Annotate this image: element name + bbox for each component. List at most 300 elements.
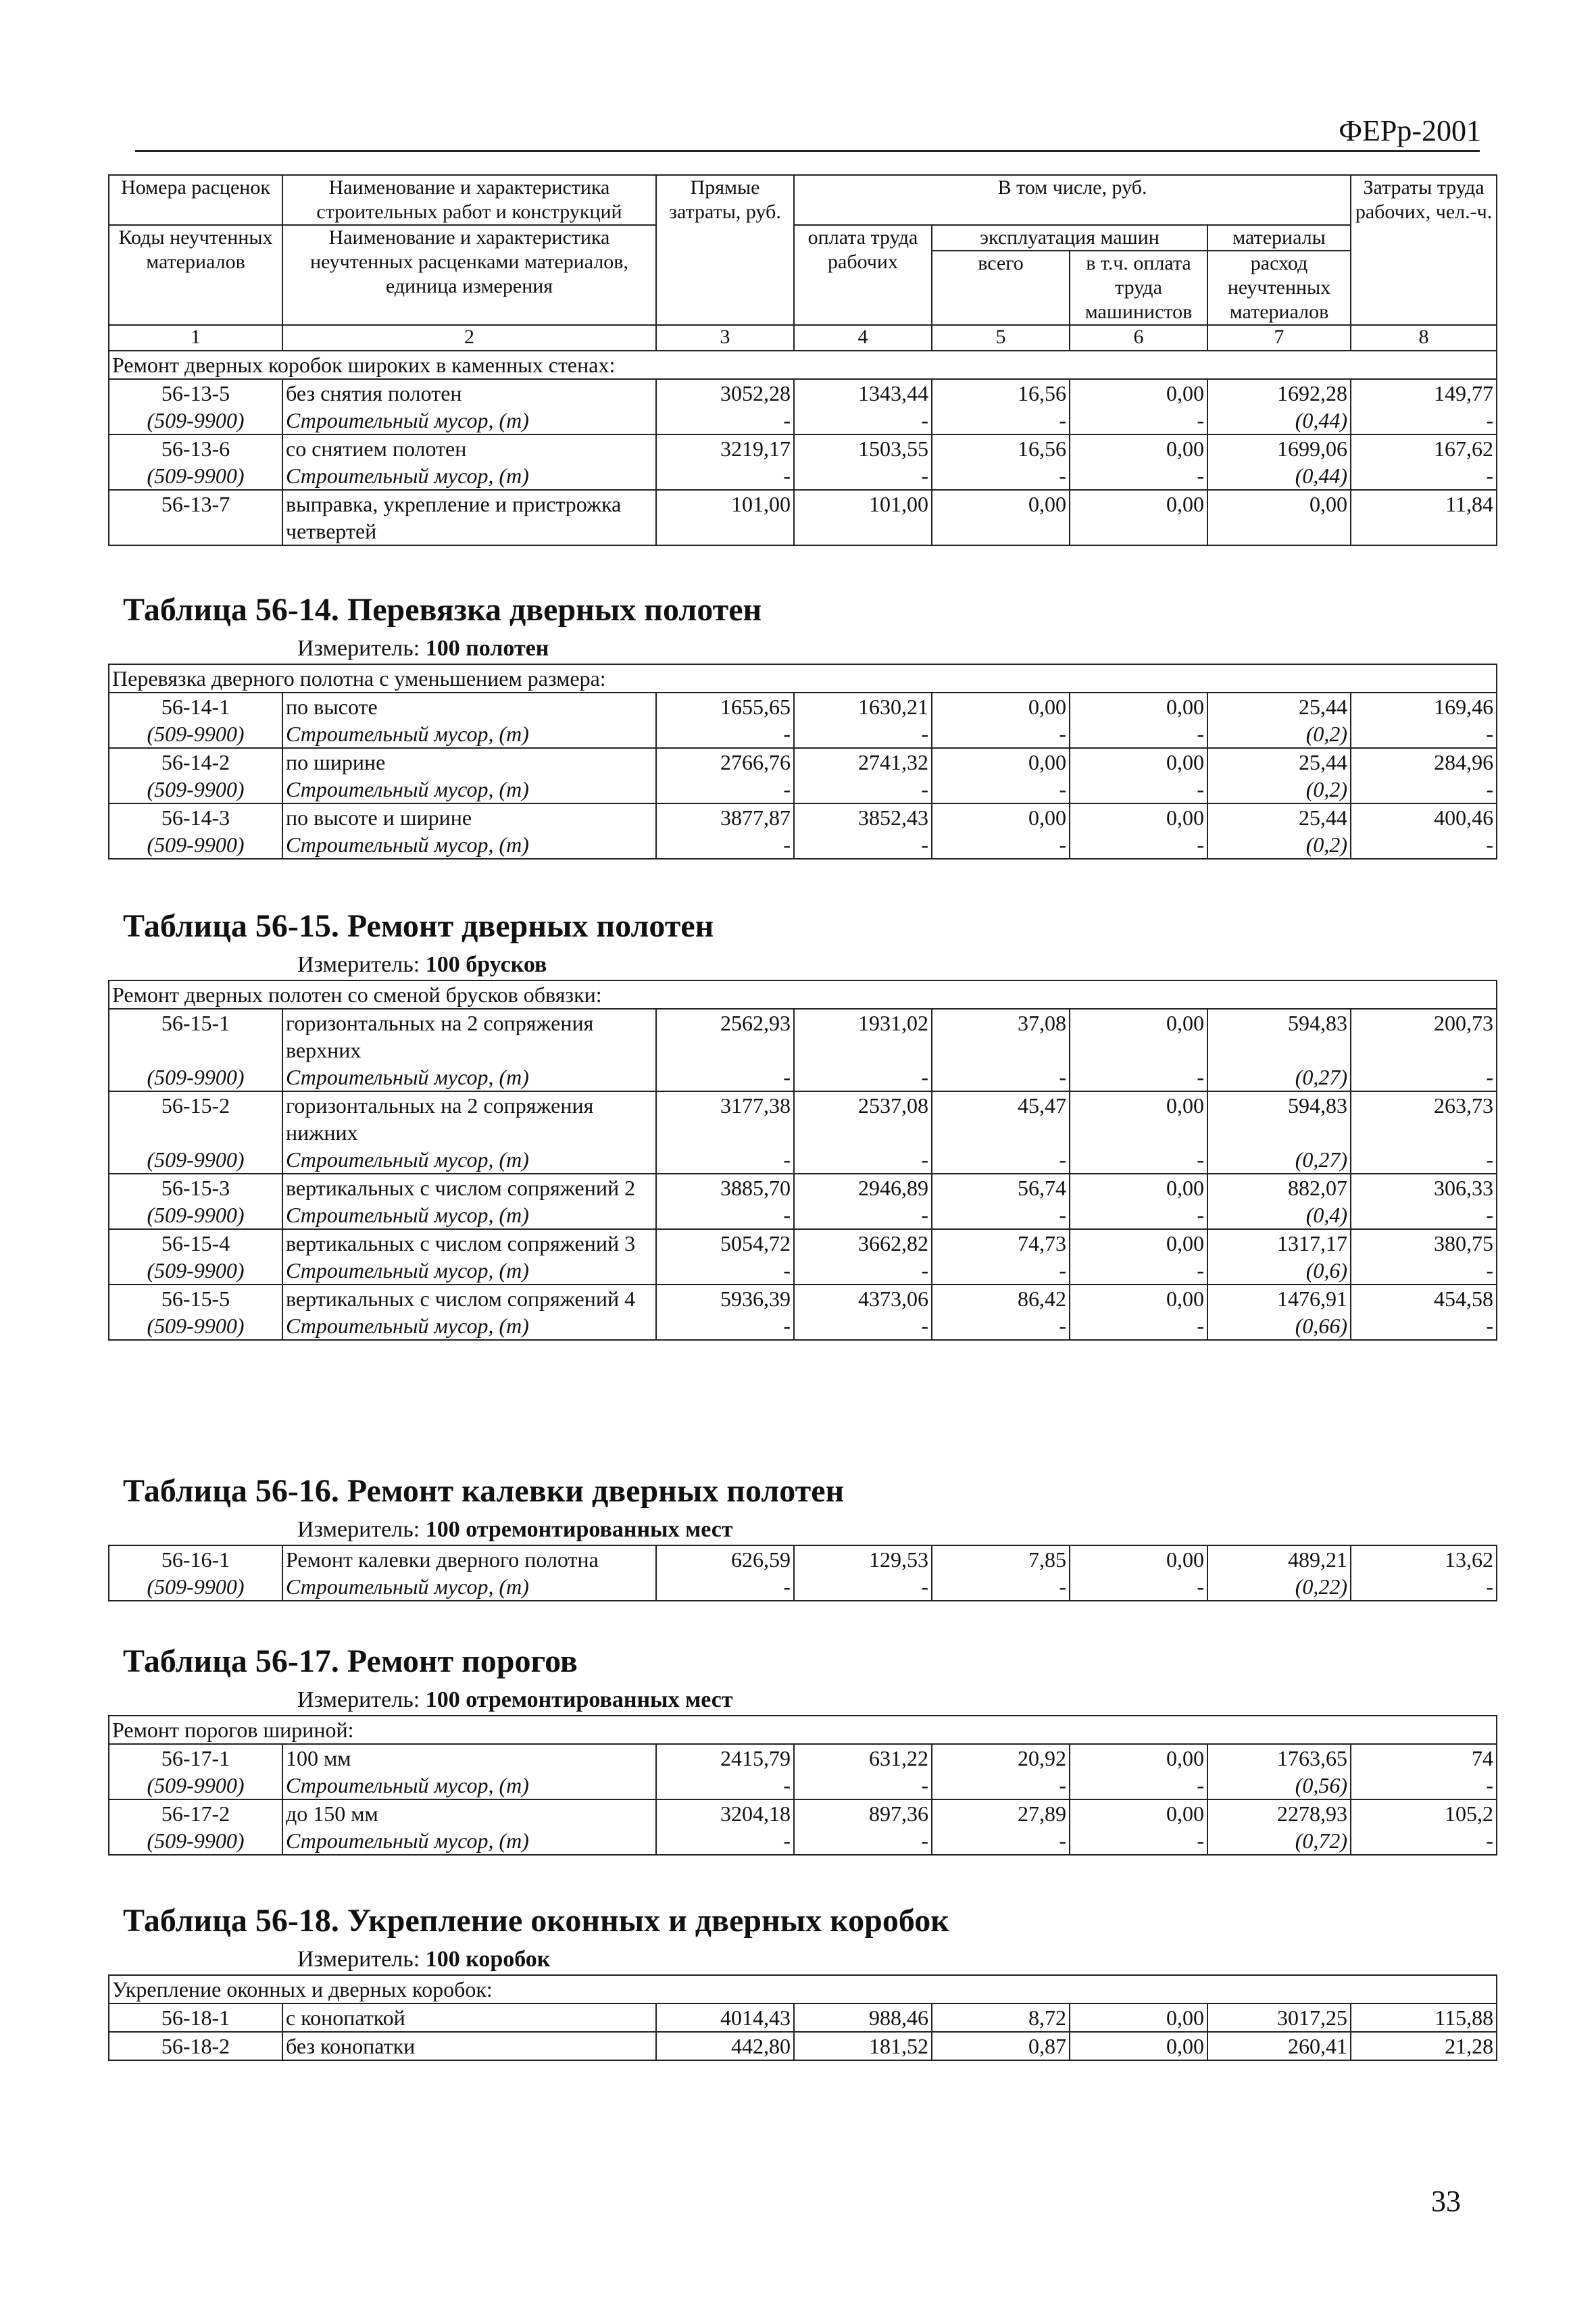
material-row [109, 1573, 1497, 1601]
column-number: 5 [932, 325, 1070, 351]
labor-hours: 380,75 [1351, 1229, 1497, 1257]
dash-cell: - [1070, 407, 1207, 434]
material-row [109, 1827, 1497, 1855]
materials-cost: 594,83 [1207, 1091, 1351, 1146]
material-code: (509-9900) [109, 1064, 282, 1091]
operators-pay: 0,00 [1070, 2003, 1207, 2032]
dash-cell: - [1070, 1312, 1207, 1340]
rate-code: 56-17-1 [109, 1744, 282, 1772]
work-name: по высоте [282, 693, 656, 720]
dash-cell: - [656, 1772, 794, 1799]
header-material-codes: Коды неучтенных материалов [109, 225, 282, 325]
section-title: Ремонт дверных полотен со сменой брусков обвязки: [109, 980, 1497, 1009]
dash-cell: - [656, 1312, 794, 1340]
column-number: 3 [656, 325, 794, 351]
labor-pay: 631,22 [794, 1744, 932, 1772]
operators-pay: 0,00 [1070, 1799, 1207, 1827]
labor-pay: 3852,43 [794, 803, 932, 831]
machines-total: 7,85 [932, 1545, 1070, 1573]
materials-cost: 882,07 [1207, 1174, 1351, 1201]
labor-hours: 306,33 [1351, 1174, 1497, 1201]
dash-cell: - [932, 1573, 1070, 1601]
table-title: Таблица 56-15. Ремонт дверных полотен [123, 908, 714, 944]
material-name: Строительный мусор, (т) [282, 1146, 656, 1174]
material-quantity: (0,2) [1207, 720, 1351, 748]
work-name: выправка, укрепление и пристрожка четвертей [282, 490, 656, 545]
machines-total: 0,87 [932, 2032, 1070, 2060]
material-code: (509-9900) [109, 1827, 282, 1855]
rate-row [109, 1174, 1497, 1201]
rates-table [108, 980, 1497, 1341]
dash-cell: - [794, 407, 932, 434]
dash-cell: - [932, 776, 1070, 803]
rates-table [108, 174, 1497, 546]
machines-total: 37,08 [932, 1009, 1070, 1064]
work-name: со снятием полотен [282, 434, 656, 462]
materials-cost: 25,44 [1207, 748, 1351, 776]
direct-cost: 3877,87 [656, 803, 794, 831]
work-name: 100 мм [282, 1744, 656, 1772]
material-code: (509-9900) [109, 1312, 282, 1340]
materials-cost: 1699,06 [1207, 434, 1351, 462]
material-name: Строительный мусор, (т) [282, 720, 656, 748]
material-quantity: (0,56) [1207, 1772, 1351, 1799]
operators-pay: 0,00 [1070, 1285, 1207, 1312]
labor-hours: 21,28 [1351, 2032, 1497, 2060]
labor-hours: 167,62 [1351, 434, 1497, 462]
header-material-name: Наименование и характеристика неучтенных расценками материалов, единица измерения [282, 225, 656, 325]
direct-cost: 3177,38 [656, 1091, 794, 1146]
labor-hours: 454,58 [1351, 1285, 1497, 1312]
rate-row [109, 434, 1497, 462]
operators-pay: 0,00 [1070, 379, 1207, 407]
operators-pay: 0,00 [1070, 434, 1207, 462]
section-row [109, 1975, 1497, 2003]
dash-cell: - [1351, 1257, 1497, 1285]
machines-total: 16,56 [932, 434, 1070, 462]
dash-cell: - [1070, 1772, 1207, 1799]
machines-total: 16,56 [932, 379, 1070, 407]
labor-pay: 181,52 [794, 2032, 932, 2060]
dash-cell: - [932, 1064, 1070, 1091]
dash-cell: - [1351, 831, 1497, 859]
material-name: Строительный мусор, (т) [282, 1772, 656, 1799]
labor-pay: 1630,21 [794, 693, 932, 720]
direct-cost: 1655,65 [656, 693, 794, 720]
header-machines: эксплуатация машин [932, 225, 1207, 251]
meter-label: Измеритель: [297, 1517, 420, 1542]
dash-cell: - [1351, 720, 1497, 748]
operators-pay: 0,00 [1070, 803, 1207, 831]
machines-total: 8,72 [932, 2003, 1070, 2032]
materials-cost: 2278,93 [1207, 1799, 1351, 1827]
dash-cell: - [932, 1257, 1070, 1285]
work-name: вертикальных с числом сопряжений 2 [282, 1174, 656, 1201]
header-work-name: Наименование и характеристика строительных работ и конструкций [282, 175, 656, 225]
section-row [109, 1716, 1497, 1744]
operators-pay: 0,00 [1070, 1744, 1207, 1772]
machines-total: 0,00 [932, 803, 1070, 831]
header-including: В том числе, руб. [794, 175, 1351, 225]
dash-cell: - [794, 776, 932, 803]
operators-pay: 0,00 [1070, 1174, 1207, 1201]
section-row [109, 664, 1497, 693]
material-row [109, 407, 1497, 434]
dash-cell: - [1070, 776, 1207, 803]
operators-pay: 0,00 [1070, 693, 1207, 720]
material-code: (509-9900) [109, 720, 282, 748]
material-quantity: (0,2) [1207, 776, 1351, 803]
rate-row [109, 1229, 1497, 1257]
dash-cell: - [932, 720, 1070, 748]
dash-cell: - [932, 462, 1070, 490]
machines-total: 45,47 [932, 1091, 1070, 1146]
dash-cell: - [1070, 831, 1207, 859]
table-56-17 [108, 1638, 1496, 1856]
material-quantity: (0,2) [1207, 831, 1351, 859]
direct-cost: 2415,79 [656, 1744, 794, 1772]
material-row [109, 776, 1497, 803]
dash-cell: - [932, 1146, 1070, 1174]
dash-cell: - [932, 1201, 1070, 1229]
rate-row [109, 379, 1497, 407]
materials-cost: 25,44 [1207, 693, 1351, 720]
rates-table [108, 1545, 1497, 1601]
dash-cell: - [794, 1201, 932, 1229]
material-row [109, 1146, 1497, 1174]
dash-cell: - [794, 1146, 932, 1174]
rate-row [109, 1285, 1497, 1312]
machines-total: 0,00 [932, 748, 1070, 776]
labor-pay: 2537,08 [794, 1091, 932, 1146]
rate-code: 56-14-1 [109, 693, 282, 720]
material-row [109, 831, 1497, 859]
dash-cell: - [1070, 1064, 1207, 1091]
materials-cost: 3017,25 [1207, 2003, 1351, 2032]
rate-code: 56-14-2 [109, 748, 282, 776]
work-name: по ширине [282, 748, 656, 776]
materials-cost: 1476,91 [1207, 1285, 1351, 1312]
work-name: вертикальных с числом сопряжений 3 [282, 1229, 656, 1257]
column-number: 4 [794, 325, 932, 351]
work-name: без конопатки [282, 2032, 656, 2060]
table-title: Таблица 56-18. Укрепление оконных и дверных коробок [123, 1903, 949, 1939]
work-name: по высоте и ширине [282, 803, 656, 831]
work-name: вертикальных с числом сопряжений 4 [282, 1285, 656, 1312]
dash-cell: - [656, 1201, 794, 1229]
operators-pay: 0,00 [1070, 1545, 1207, 1573]
column-number: 8 [1351, 325, 1497, 351]
material-name: Строительный мусор, (т) [282, 1201, 656, 1229]
dash-cell: - [1351, 407, 1497, 434]
rates-table-main [108, 174, 1496, 546]
direct-cost: 101,00 [656, 490, 794, 545]
labor-pay: 4373,06 [794, 1285, 932, 1312]
section-title: Перевязка дверного полотна с уменьшением размера: [109, 664, 1497, 693]
section-title: Укрепление оконных и дверных коробок: [109, 1975, 1497, 2003]
direct-cost: 3219,17 [656, 434, 794, 462]
meter-value: 100 брусков [425, 952, 547, 977]
material-row [109, 720, 1497, 748]
dash-cell: - [932, 407, 1070, 434]
rate-code: 56-13-7 [109, 490, 282, 545]
material-quantity: (0,6) [1207, 1257, 1351, 1285]
material-code: (509-9900) [109, 1146, 282, 1174]
header-labor-pay: оплата труда рабочих [794, 225, 932, 325]
material-name: Строительный мусор, (т) [282, 1312, 656, 1340]
table-56-15 [108, 903, 1496, 1341]
table-meter [108, 634, 1496, 664]
work-name: до 150 мм [282, 1799, 656, 1827]
rates-table [108, 1974, 1497, 2061]
rate-code: 56-15-4 [109, 1229, 282, 1257]
material-row [109, 1772, 1497, 1799]
machines-total: 20,92 [932, 1744, 1070, 1772]
rate-code: 56-13-6 [109, 434, 282, 462]
material-code: (509-9900) [109, 1201, 282, 1229]
material-code: (509-9900) [109, 831, 282, 859]
labor-pay: 1503,55 [794, 434, 932, 462]
dash-cell: - [656, 407, 794, 434]
rate-code: 56-16-1 [109, 1545, 282, 1573]
rate-code: 56-17-2 [109, 1799, 282, 1827]
header-direct-costs: Прямые затраты, руб. [656, 175, 794, 325]
material-quantity: (0,27) [1207, 1064, 1351, 1091]
dash-cell: - [1070, 720, 1207, 748]
header-rule [135, 150, 1480, 152]
labor-pay: 2946,89 [794, 1174, 932, 1201]
table-56-16 [108, 1468, 1496, 1601]
labor-hours: 13,62 [1351, 1545, 1497, 1573]
rate-row [109, 748, 1497, 776]
material-name: Строительный мусор, (т) [282, 407, 656, 434]
dash-cell: - [794, 462, 932, 490]
material-name: Строительный мусор, (т) [282, 776, 656, 803]
dash-cell: - [932, 1312, 1070, 1340]
dash-cell: - [1070, 1201, 1207, 1229]
direct-cost: 3885,70 [656, 1174, 794, 1201]
operators-pay: 0,00 [1070, 1229, 1207, 1257]
work-name: Ремонт калевки дверного полотна [282, 1545, 656, 1573]
rate-code: 56-13-5 [109, 379, 282, 407]
rate-code: 56-15-2 [109, 1091, 282, 1146]
work-name: горизонтальных на 2 сопряжения верхних [282, 1009, 656, 1064]
material-name: Строительный мусор, (т) [282, 1573, 656, 1601]
column-number: 7 [1207, 325, 1351, 351]
section-title: Ремонт дверных коробок широких в каменных стенах: [109, 351, 1497, 379]
dash-cell: - [1070, 1573, 1207, 1601]
header-rate-numbers: Номера расценок [109, 175, 282, 225]
direct-cost: 3204,18 [656, 1799, 794, 1827]
dash-cell: - [656, 831, 794, 859]
operators-pay: 0,00 [1070, 2032, 1207, 2060]
table-56-14 [108, 587, 1496, 860]
dash-cell: - [656, 776, 794, 803]
rate-row [109, 1799, 1497, 1827]
dash-cell: - [794, 1573, 932, 1601]
dash-cell: - [794, 1312, 932, 1340]
dash-cell: - [656, 1146, 794, 1174]
meter-label: Измеритель: [297, 636, 420, 661]
materials-cost: 0,00 [1207, 490, 1351, 545]
dash-cell: - [1351, 776, 1497, 803]
dash-cell: - [1070, 1257, 1207, 1285]
materials-cost: 25,44 [1207, 803, 1351, 831]
materials-cost: 260,41 [1207, 2032, 1351, 2060]
operators-pay: 0,00 [1070, 1091, 1207, 1146]
material-quantity: (0,72) [1207, 1827, 1351, 1855]
rate-row [109, 1545, 1497, 1573]
material-code: (509-9900) [109, 776, 282, 803]
section-title: Ремонт порогов шириной: [109, 1716, 1497, 1744]
labor-hours: 284,96 [1351, 748, 1497, 776]
labor-pay: 2741,32 [794, 748, 932, 776]
rate-code: 56-15-1 [109, 1009, 282, 1064]
dash-cell: - [1351, 462, 1497, 490]
labor-hours: 263,73 [1351, 1091, 1497, 1146]
labor-hours: 169,46 [1351, 693, 1497, 720]
dash-cell: - [1351, 1573, 1497, 1601]
rate-code: 56-15-3 [109, 1174, 282, 1201]
direct-cost: 2766,76 [656, 748, 794, 776]
work-name: без снятия полотен [282, 379, 656, 407]
machines-total: 86,42 [932, 1285, 1070, 1312]
material-name: Строительный мусор, (т) [282, 1827, 656, 1855]
material-row [109, 1064, 1497, 1091]
dash-cell: - [1351, 1772, 1497, 1799]
labor-pay: 897,36 [794, 1799, 932, 1827]
dash-cell: - [794, 720, 932, 748]
material-code: (509-9900) [109, 1772, 282, 1799]
section-row [109, 351, 1497, 379]
meter-value: 100 полотен [425, 636, 549, 661]
rate-row [109, 693, 1497, 720]
direct-cost: 4014,43 [656, 2003, 794, 2032]
direct-cost: 2562,93 [656, 1009, 794, 1064]
table-meter [108, 1515, 1496, 1545]
table-title: Таблица 56-16. Ремонт калевки дверных полотен [123, 1473, 845, 1509]
labor-hours: 105,2 [1351, 1799, 1497, 1827]
machines-total: 0,00 [932, 693, 1070, 720]
dash-cell: - [656, 1827, 794, 1855]
meter-label: Измеритель: [297, 952, 420, 977]
rate-row [109, 490, 1497, 545]
work-name: горизонтальных на 2 сопряжения нижних [282, 1091, 656, 1146]
column-number-row [109, 325, 1497, 351]
rate-code: 56-18-2 [109, 2032, 282, 2060]
dash-cell: - [656, 1064, 794, 1091]
materials-cost: 1692,28 [1207, 379, 1351, 407]
table-meter [108, 950, 1496, 980]
header-materials: материалы [1207, 225, 1351, 251]
dash-cell: - [1351, 1146, 1497, 1174]
table-56-18 [108, 1897, 1496, 2061]
rate-row [109, 803, 1497, 831]
material-name: Строительный мусор, (т) [282, 462, 656, 490]
material-row [109, 1201, 1497, 1229]
dash-cell: - [656, 462, 794, 490]
table-meter [108, 1945, 1496, 1974]
material-quantity: (0,44) [1207, 462, 1351, 490]
material-code: (509-9900) [109, 462, 282, 490]
table-title: Таблица 56-17. Ремонт порогов [123, 1643, 578, 1679]
material-code: (509-9900) [109, 1573, 282, 1601]
dash-cell: - [932, 1772, 1070, 1799]
machines-total: 56,74 [932, 1174, 1070, 1201]
labor-hours: 11,84 [1351, 490, 1497, 545]
direct-cost: 5054,72 [656, 1229, 794, 1257]
labor-pay: 1343,44 [794, 379, 932, 407]
materials-cost: 1763,65 [1207, 1744, 1351, 1772]
header-machines-total: всего [932, 251, 1070, 325]
material-row [109, 1257, 1497, 1285]
material-quantity: (0,44) [1207, 407, 1351, 434]
meter-value: 100 отремонтированных мест [425, 1517, 733, 1542]
rate-code: 56-18-1 [109, 2003, 282, 2032]
meter-label: Измеритель: [297, 1947, 420, 1972]
material-name: Строительный мусор, (т) [282, 1257, 656, 1285]
material-quantity: (0,27) [1207, 1146, 1351, 1174]
dash-cell: - [656, 720, 794, 748]
materials-cost: 594,83 [1207, 1009, 1351, 1064]
labor-hours: 115,88 [1351, 2003, 1497, 2032]
table-title: Таблица 56-14. Перевязка дверных полотен [123, 592, 762, 628]
rate-row [109, 2032, 1497, 2060]
machines-total: 0,00 [932, 490, 1070, 545]
table-meter [108, 1685, 1496, 1715]
dash-cell: - [1351, 1312, 1497, 1340]
labor-pay: 129,53 [794, 1545, 932, 1573]
meter-value: 100 отремонтированных мест [425, 1687, 733, 1712]
machines-total: 27,89 [932, 1799, 1070, 1827]
dash-cell: - [1351, 1827, 1497, 1855]
column-number: 1 [109, 325, 282, 351]
operators-pay: 0,00 [1070, 1009, 1207, 1064]
labor-pay: 988,46 [794, 2003, 932, 2032]
dash-cell: - [1351, 1064, 1497, 1091]
dash-cell: - [932, 1827, 1070, 1855]
section-row [109, 980, 1497, 1009]
material-row [109, 462, 1497, 490]
material-name: Строительный мусор, (т) [282, 831, 656, 859]
dash-cell: - [1070, 1827, 1207, 1855]
dash-cell: - [1070, 1146, 1207, 1174]
header-labor-hours: Затраты труда рабочих, чел.-ч. [1351, 175, 1497, 325]
rate-row [109, 2003, 1497, 2032]
material-quantity: (0,66) [1207, 1312, 1351, 1340]
rate-row [109, 1744, 1497, 1772]
dash-cell: - [794, 1772, 932, 1799]
labor-hours: 400,46 [1351, 803, 1497, 831]
material-code: (509-9900) [109, 407, 282, 434]
document-code: ФЕРр-2001 [1339, 114, 1481, 147]
header-material-consumption: расход неучтенных материалов [1207, 251, 1351, 325]
column-number: 2 [282, 325, 656, 351]
material-quantity: (0,4) [1207, 1201, 1351, 1229]
dash-cell: - [656, 1573, 794, 1601]
meter-value: 100 коробок [425, 1947, 551, 1972]
work-name: с конопаткой [282, 2003, 656, 2032]
dash-cell: - [932, 831, 1070, 859]
rates-table [108, 1715, 1497, 1856]
dash-cell: - [1070, 462, 1207, 490]
direct-cost: 626,59 [656, 1545, 794, 1573]
material-code: (509-9900) [109, 1257, 282, 1285]
rate-code: 56-14-3 [109, 803, 282, 831]
material-row [109, 1312, 1497, 1340]
materials-cost: 1317,17 [1207, 1229, 1351, 1257]
labor-pay: 3662,82 [794, 1229, 932, 1257]
